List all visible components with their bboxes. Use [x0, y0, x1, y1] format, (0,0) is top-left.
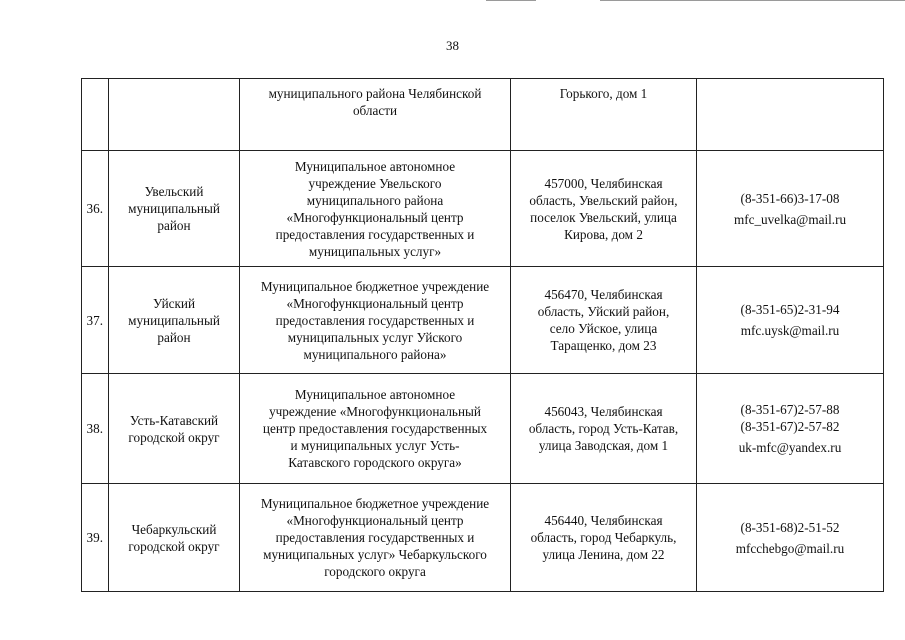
address-line: область, Уйский район,	[537, 304, 670, 319]
contact-cell	[697, 79, 884, 151]
scan-artifact-line	[486, 0, 536, 1]
table-row	[82, 484, 884, 592]
district-cell	[109, 151, 240, 267]
organization-cell	[240, 374, 511, 484]
address-line: Горького, дом 1	[559, 86, 648, 101]
email: mfc.uysk@mail.ru	[740, 323, 840, 338]
organization-cell	[240, 484, 511, 592]
row-number: 39.	[86, 530, 103, 545]
email: uk-mfc@yandex.ru	[738, 440, 842, 455]
organization-line: и муниципальных услуг Усть-	[290, 438, 460, 453]
district-cell	[109, 484, 240, 592]
district-line: Усть-Катавский	[129, 412, 219, 428]
organization-line: «Многофункциональный центр	[286, 513, 464, 528]
organization-line: Муниципальное бюджетное учреждение	[260, 278, 490, 294]
organization-line: области	[352, 103, 398, 118]
row-number-cell	[82, 79, 109, 151]
organization-line: предоставления государственных и	[275, 312, 475, 328]
table-row	[82, 151, 884, 267]
address-line: улица Заводская, дом 1	[538, 438, 669, 453]
address-line: 456440, Челябинская	[544, 513, 663, 528]
row-number: 36.	[86, 201, 103, 216]
address-line: область, Увельский район,	[529, 192, 678, 208]
contact-cell	[697, 151, 884, 267]
contact-cell	[697, 267, 884, 374]
address-line: село Уйское, улица	[549, 321, 658, 336]
district-cell	[109, 267, 240, 374]
contact-cell	[697, 484, 884, 592]
email: mfcchebgo@mail.ru	[735, 540, 845, 556]
address-line: Таращенко, дом 23	[550, 338, 657, 353]
table-row	[82, 374, 884, 484]
address-line: 456470, Челябинская	[544, 287, 663, 302]
phone-number: (8-351-68)2-51-52	[740, 519, 840, 535]
phone-number: (8-351-67)2-57-82	[740, 419, 840, 434]
organization-line: Муниципальное автономное	[294, 387, 456, 402]
district-line: Увельский	[144, 184, 204, 199]
address-line: область, город Чебаркуль,	[530, 530, 677, 545]
district-line: городской округ	[128, 429, 220, 445]
row-number: 37.	[86, 312, 103, 328]
address-line: Кирова, дом 2	[564, 226, 643, 242]
district-line: район	[157, 329, 191, 345]
phone-number: (8-351-66)3-17-08	[740, 190, 840, 206]
address-line: 456043, Челябинская	[544, 404, 663, 419]
row-number-cell	[82, 151, 109, 267]
organization-line: муниципального района»	[303, 346, 447, 362]
phone-number: (8-351-67)2-57-88	[740, 402, 840, 417]
organization-line: предоставления государственных и	[275, 530, 475, 545]
row-number-cell	[82, 374, 109, 484]
address-cell	[511, 374, 697, 484]
email: mfc_uvelka@mail.ru	[733, 211, 847, 227]
row-number-cell	[82, 267, 109, 374]
table-row-continuation	[82, 79, 884, 151]
organization-line: городского округа	[324, 564, 426, 579]
organization-cell	[240, 79, 511, 151]
address-line: 457000, Челябинская	[544, 175, 663, 191]
address-cell	[511, 79, 697, 151]
district-line: Уйский	[152, 295, 196, 311]
row-number: 38.	[86, 421, 103, 436]
organization-line: муниципальных услуг» Чебаркульского	[263, 547, 487, 562]
district-cell	[109, 79, 240, 151]
organization-line: «Многофункциональный центр	[286, 209, 464, 225]
address-cell	[511, 267, 697, 374]
district-line: муниципальный	[128, 312, 220, 328]
organization-line: муниципальных услуг»	[308, 243, 442, 259]
organization-line: Катавского городского округа»	[288, 455, 462, 470]
mfc-registry-table	[81, 78, 884, 592]
page-number: 38	[446, 38, 459, 53]
contact-cell	[697, 374, 884, 484]
phone-number: (8-351-65)2-31-94	[740, 302, 840, 317]
table-row	[82, 267, 884, 374]
organization-cell	[240, 267, 511, 374]
address-cell	[511, 151, 697, 267]
address-cell	[511, 484, 697, 592]
address-line: область, город Усть-Катав,	[528, 421, 679, 436]
address-line: улица Ленина, дом 22	[542, 547, 665, 562]
organization-line: «Многофункциональный центр	[286, 295, 464, 311]
address-line: поселок Увельский, улица	[530, 209, 677, 225]
organization-line: учреждение «Многофункциональный	[269, 404, 481, 419]
organization-line: муниципального района Челябинской	[268, 86, 482, 101]
row-number-cell	[82, 484, 109, 592]
organization-cell	[240, 151, 511, 267]
organization-line: центр предоставления государственных	[262, 421, 488, 436]
scan-artifact-line	[600, 0, 905, 1]
organization-line: Муниципальное бюджетное учреждение	[260, 496, 490, 511]
district-line: городской округ	[128, 538, 220, 554]
district-line: Чебаркульский	[131, 521, 217, 537]
organization-line: учреждение Увельского	[308, 175, 442, 191]
organization-line: Муниципальное автономное	[294, 158, 456, 174]
district-cell	[109, 374, 240, 484]
district-line: район	[157, 218, 191, 233]
organization-line: муниципального района	[306, 192, 444, 208]
district-line: муниципальный	[128, 201, 220, 216]
organization-line: предоставления государственных и	[275, 226, 475, 242]
organization-line: муниципальных услуг Уйского	[287, 329, 463, 345]
